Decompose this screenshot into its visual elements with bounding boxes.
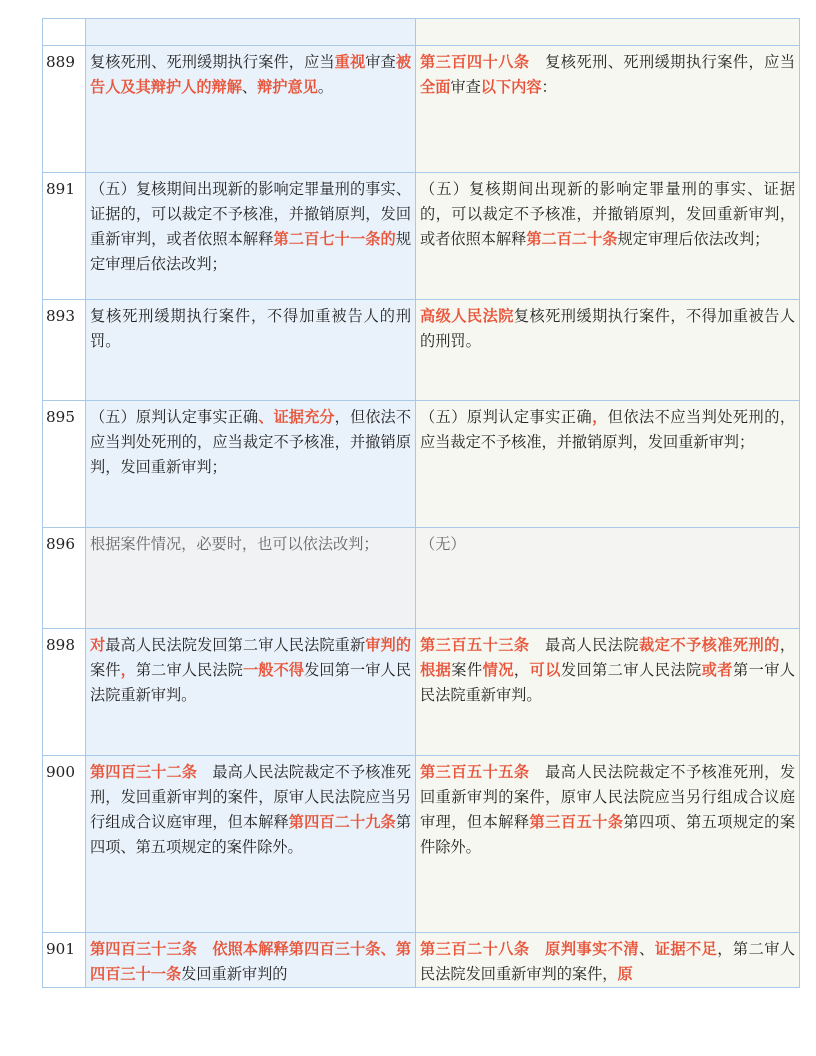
highlighted-text: 对 xyxy=(90,636,106,654)
text-segment: 审查 xyxy=(365,53,396,71)
text-segment: （五）复核期间出现新的影响定罪量刑的事实、证据的，可以裁定不予核准，并撤销原判，发回重新审判，或者依照本解释 xyxy=(90,180,411,248)
text-segment: 案件 xyxy=(451,661,483,679)
new-text-cell xyxy=(416,300,800,401)
text-segment: 、 xyxy=(241,78,258,96)
text-segment: 发回第二审人民法院 xyxy=(560,661,702,679)
new-text-cell xyxy=(416,629,800,756)
text-segment: 案件 xyxy=(90,661,121,679)
highlighted-text: 原 xyxy=(617,965,633,983)
text-segment: ，第二审人民法院发回重新审判的案件， xyxy=(420,940,796,983)
text-segment: ， xyxy=(779,636,796,654)
table-row xyxy=(43,528,800,629)
highlighted-text: 第三百五十条 xyxy=(529,813,624,831)
text-segment: 复核死刑、死刑缓期执行案件，应当 xyxy=(90,53,335,71)
highlighted-text: 第三百四十八条 xyxy=(420,53,530,71)
highlighted-text: 以下内容 xyxy=(480,78,542,96)
header-new-cell xyxy=(416,19,800,46)
text-segment: 最高人民法院 xyxy=(529,636,640,654)
document-page xyxy=(42,18,796,988)
text-segment: 第一审人民法院重新审判。 xyxy=(420,661,796,704)
text-segment xyxy=(530,940,546,958)
highlighted-text: 第三百二十八条 xyxy=(420,940,530,958)
text-segment: 规定审理后依法改判； xyxy=(90,230,412,273)
text-segment: ，但依法不应当判处死刑的，应当裁定不予核准，并撤销原判，发回重新审判； xyxy=(90,408,412,476)
old-text-cell xyxy=(86,173,416,300)
new-text-cell xyxy=(416,401,800,528)
table-row xyxy=(43,46,800,173)
text-segment: 最高人民法院裁定不予核准死刑，发回重新审判的案件，原审人民法院应当另行组成合议庭审理，但本解释 xyxy=(90,763,412,831)
highlighted-text: 第二百二十条 xyxy=(526,230,618,248)
text-segment: 规定审理后依法改判； xyxy=(617,230,770,248)
text-segment: （五）原判认定事实正确 xyxy=(90,408,259,426)
highlighted-text: 辩护意见 xyxy=(257,78,318,96)
table-header-row xyxy=(43,19,800,46)
highlighted-text: 重视 xyxy=(334,53,366,71)
row-number: 895 xyxy=(43,401,86,528)
old-text-cell xyxy=(86,933,416,988)
row-number: 896 xyxy=(43,528,86,629)
header-num-cell xyxy=(43,19,86,46)
text-segment: 审查 xyxy=(450,78,481,96)
new-text-cell xyxy=(416,933,800,988)
new-text-cell xyxy=(416,173,800,300)
row-number: 901 xyxy=(43,933,86,988)
new-text-cell xyxy=(416,46,800,173)
table-row xyxy=(43,401,800,528)
text-segment: 最高人民法院裁定不予核准死刑，发回重新审判的案件，原审人民法院应当另行组成合议庭审理，但本解释 xyxy=(420,763,796,831)
highlighted-text: 一般不得 xyxy=(242,661,305,679)
header-old-cell xyxy=(86,19,416,46)
text-segment: 第二审人民法院 xyxy=(135,661,243,679)
text-segment: 、 xyxy=(639,940,655,958)
row-number: 898 xyxy=(43,629,86,756)
old-text-cell xyxy=(86,300,416,401)
highlighted-text: 根据 xyxy=(420,661,452,679)
highlighted-text: 或者 xyxy=(701,661,733,679)
highlighted-text: 裁定不予核准死刑的 xyxy=(639,636,780,654)
new-text-cell xyxy=(416,528,800,629)
highlighted-text: 第四百二十九条 xyxy=(288,813,396,831)
text-segment: （五）复核期间出现新的影响定罪量刑的事实、证据的，可以裁定不予核准，并撤销原判，发回重新审判，或者依照本解释 xyxy=(420,180,795,248)
old-text-cell xyxy=(86,629,416,756)
table-row xyxy=(43,300,800,401)
text-segment: 根据案件情况，必要时，也可以依法改判； xyxy=(90,535,379,553)
text-segment: 但依法不应当判处死刑的，应当裁定不予核准，并撤销原判，发回重新审判； xyxy=(420,408,796,451)
text-segment: 最高人民法院发回第二审人民法院重新 xyxy=(105,636,366,654)
highlighted-text: 第三百五十三条 xyxy=(420,636,530,654)
table-row xyxy=(43,756,800,933)
highlighted-text: 第三百五十五条 xyxy=(420,763,530,781)
table-row xyxy=(43,173,800,300)
row-number: 889 xyxy=(43,46,86,173)
text-segment: 。 xyxy=(317,78,333,96)
old-text-cell xyxy=(86,46,416,173)
table-row xyxy=(43,933,800,988)
highlighted-text: ， xyxy=(120,661,136,679)
highlighted-text: 情况 xyxy=(482,661,514,679)
text-segment: 复核死刑、死刑缓期执行案件，应当 xyxy=(529,53,796,71)
highlighted-text: 高级人民法院 xyxy=(420,307,514,325)
text-segment: 发回重新审判的 xyxy=(181,965,288,983)
highlighted-text: 可以 xyxy=(529,661,561,679)
text-segment: （无） xyxy=(420,535,466,553)
text-segment: 发回第一审人民法院重新审判。 xyxy=(90,661,412,704)
old-text-cell xyxy=(86,401,416,528)
text-segment: 复核死刑缓期执行案件，不得加重被告人的刑罚。 xyxy=(90,307,411,350)
highlighted-text: 第四百三十三条 依照本解释第四百三十条、第四百三十一条 xyxy=(90,940,411,983)
text-segment: 第四项、第五项规定的案件除外。 xyxy=(90,813,412,856)
row-number: 900 xyxy=(43,756,86,933)
text-segment: ， xyxy=(513,661,530,679)
comparison-table xyxy=(42,18,800,988)
highlighted-text: 第二百七十一条的 xyxy=(273,230,396,248)
old-text-cell xyxy=(86,756,416,933)
highlighted-text: 证据不足 xyxy=(654,940,718,958)
row-number: 893 xyxy=(43,300,86,401)
new-text-cell xyxy=(416,756,800,933)
text-segment: 复核死刑缓期执行案件，不得加重被告人的刑罚。 xyxy=(420,307,796,350)
table-row xyxy=(43,629,800,756)
highlighted-text: ， xyxy=(592,408,608,426)
highlighted-text: 审判的 xyxy=(365,636,412,654)
text-segment: 第四项、第五项规定的案件除外。 xyxy=(420,813,796,856)
old-text-cell xyxy=(86,528,416,629)
row-number: 891 xyxy=(43,173,86,300)
highlighted-text: 原判事实不清 xyxy=(545,940,640,958)
text-segment: （五）原判认定事实正确 xyxy=(420,408,593,426)
highlighted-text: 被告人及其辩护人的辩解 xyxy=(90,53,412,96)
text-segment: ： xyxy=(541,78,557,96)
highlighted-text: 第四百三十二条 xyxy=(90,763,198,781)
highlighted-text: 全面 xyxy=(420,78,451,96)
highlighted-text: 、证据充分 xyxy=(258,408,335,426)
